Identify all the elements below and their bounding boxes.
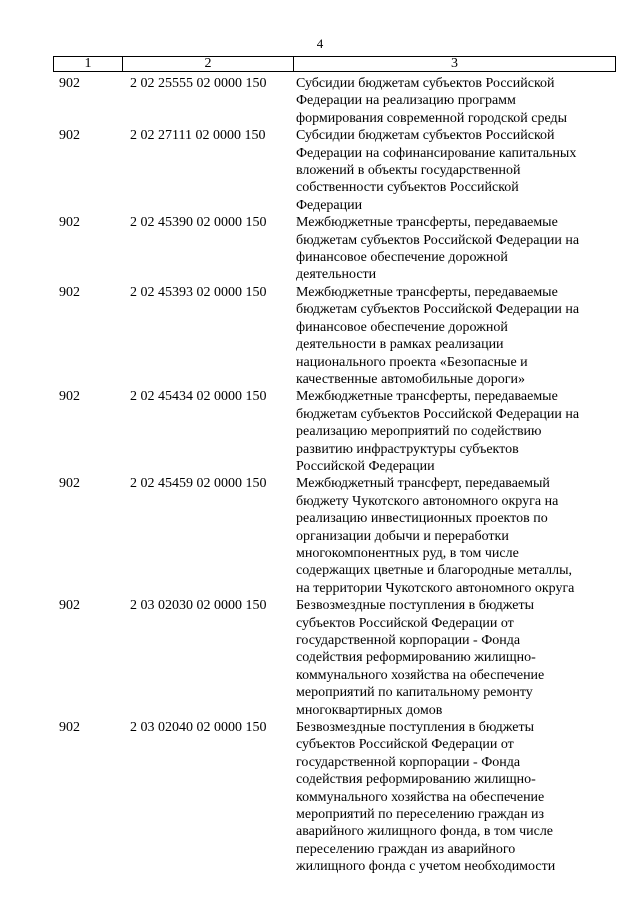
description-line: государственной корпорации - Фонда xyxy=(296,633,521,648)
description-cell xyxy=(293,719,616,876)
revenue-code-cell: 2 02 45390 02 0000 150 xyxy=(130,215,267,231)
table-row xyxy=(53,475,616,597)
table-body xyxy=(53,75,616,876)
description-line: коммунального хозяйства на обеспечение xyxy=(296,667,545,683)
description-cell xyxy=(293,284,616,388)
page-number: 4 xyxy=(316,36,324,51)
revenue-code-cell: 2 02 25555 02 0000 150 xyxy=(130,76,267,91)
revenue-code-cell: 2 02 45434 02 0000 150 xyxy=(130,389,267,405)
table-row xyxy=(53,597,616,719)
description-line: Межбюджетные трансферты, передаваемые xyxy=(296,215,558,231)
table-row xyxy=(53,75,616,127)
description-cell xyxy=(293,214,616,284)
description-line: Федерации на реализацию программ xyxy=(296,93,516,109)
description-line: бюджету Чукотского автономного округа на xyxy=(296,493,559,509)
description-line: коммунального хозяйства на обеспечение xyxy=(296,789,545,805)
description-line: деятельности в рамках реализации xyxy=(296,337,504,353)
description-line: содержащих цветные и благородные металлы, xyxy=(296,563,573,579)
admin-code-cell: 902 xyxy=(59,389,80,405)
description-line: бюджетам субъектов Российской Федерации на xyxy=(296,302,580,318)
table-row xyxy=(53,388,616,475)
description-line: финансовое обеспечение дорожной xyxy=(296,319,508,335)
description-line: Федерации на софинансирование капитальных xyxy=(296,145,577,161)
revenue-code-cell: 2 03 02030 02 0000 150 xyxy=(130,598,267,614)
description-line: деятельности xyxy=(296,267,377,283)
description-line: Безвозмездные поступления в бюджеты xyxy=(296,598,534,614)
header-col-2: 2 xyxy=(123,57,294,71)
description-line: Федерации xyxy=(296,197,363,213)
description-line: Межбюджетный трансферт, передаваемый xyxy=(296,476,550,492)
description-line: многокомпонентных руд, в том числе xyxy=(296,545,519,561)
description-line: вложений в объекты государственной xyxy=(296,163,521,179)
description-line: содействия реформированию жилищно- xyxy=(296,772,536,788)
description-line: Субсидии бюджетам субъектов Российской xyxy=(296,128,555,144)
header-col-1: 1 xyxy=(54,57,123,71)
admin-code-cell: 902 xyxy=(59,215,80,231)
admin-code-cell: 902 xyxy=(59,284,80,300)
table-row xyxy=(53,284,616,388)
description-line: многоквартирных домов xyxy=(296,702,443,718)
description-cell xyxy=(293,597,616,719)
table-header xyxy=(53,56,616,72)
description-line: национального проекта «Безопасные и xyxy=(296,354,528,370)
description-line: государственной корпорации - Фонда xyxy=(296,754,521,770)
description-line: мероприятий по переселению граждан из xyxy=(296,807,545,823)
description-cell xyxy=(293,75,616,127)
description-line: субъектов Российской Федерации от xyxy=(296,737,514,753)
description-line: формирования современной городской среды xyxy=(296,110,568,126)
description-line: аварийного жилищного фонда, в том числе xyxy=(296,824,554,840)
description-line: Российской Федерации xyxy=(296,458,435,474)
description-line: Межбюджетные трансферты, передаваемые xyxy=(296,389,558,405)
revenue-code-cell: 2 02 45393 02 0000 150 xyxy=(130,284,267,300)
description-line: собственности субъектов Российской xyxy=(296,180,519,196)
description-line: Субсидии бюджетам субъектов Российской xyxy=(296,76,555,91)
admin-code-cell: 902 xyxy=(59,76,80,91)
description-line: на территории Чукотского автономного округа xyxy=(296,580,575,596)
description-line: качественные автомобильные дороги» xyxy=(296,371,525,387)
description-line: бюджетам субъектов Российской Федерации на xyxy=(296,406,580,422)
description-line: содействия реформированию жилищно- xyxy=(296,650,536,666)
description-line: мероприятий по капитальному ремонту xyxy=(296,685,533,701)
description-line: Безвозмездные поступления в бюджеты xyxy=(296,720,534,736)
description-line: развитию инфраструктуры субъектов xyxy=(296,441,519,457)
table-row xyxy=(53,719,616,876)
admin-code-cell: 902 xyxy=(59,720,80,736)
description-line: реализацию инвестиционных проектов по xyxy=(296,511,548,527)
admin-code-cell: 902 xyxy=(59,128,80,144)
description-line: субъектов Российской Федерации от xyxy=(296,615,514,631)
description-line: жилищного фонда с учетом необходимости xyxy=(296,859,556,875)
admin-code-cell: 902 xyxy=(59,476,80,492)
description-line: переселению граждан из аварийного xyxy=(296,841,516,857)
table-row xyxy=(53,127,616,214)
description-cell xyxy=(293,475,616,597)
description-line: организации добычи и переработки xyxy=(296,528,509,544)
description-line: Межбюджетные трансферты, передаваемые xyxy=(296,284,558,300)
admin-code-cell: 902 xyxy=(59,598,80,614)
description-line: финансовое обеспечение дорожной xyxy=(296,250,508,266)
table-row xyxy=(53,214,616,284)
description-line: бюджетам субъектов Российской Федерации на xyxy=(296,232,580,248)
revenue-code-cell: 2 02 27111 02 0000 150 xyxy=(130,128,266,144)
revenue-code-cell: 2 02 45459 02 0000 150 xyxy=(130,476,267,492)
header-col-3: 3 xyxy=(451,56,458,71)
description-cell xyxy=(293,127,616,214)
description-cell xyxy=(293,388,616,475)
revenue-code-cell: 2 03 02040 02 0000 150 xyxy=(130,720,267,736)
description-line: реализацию мероприятий по содействию xyxy=(296,424,542,440)
